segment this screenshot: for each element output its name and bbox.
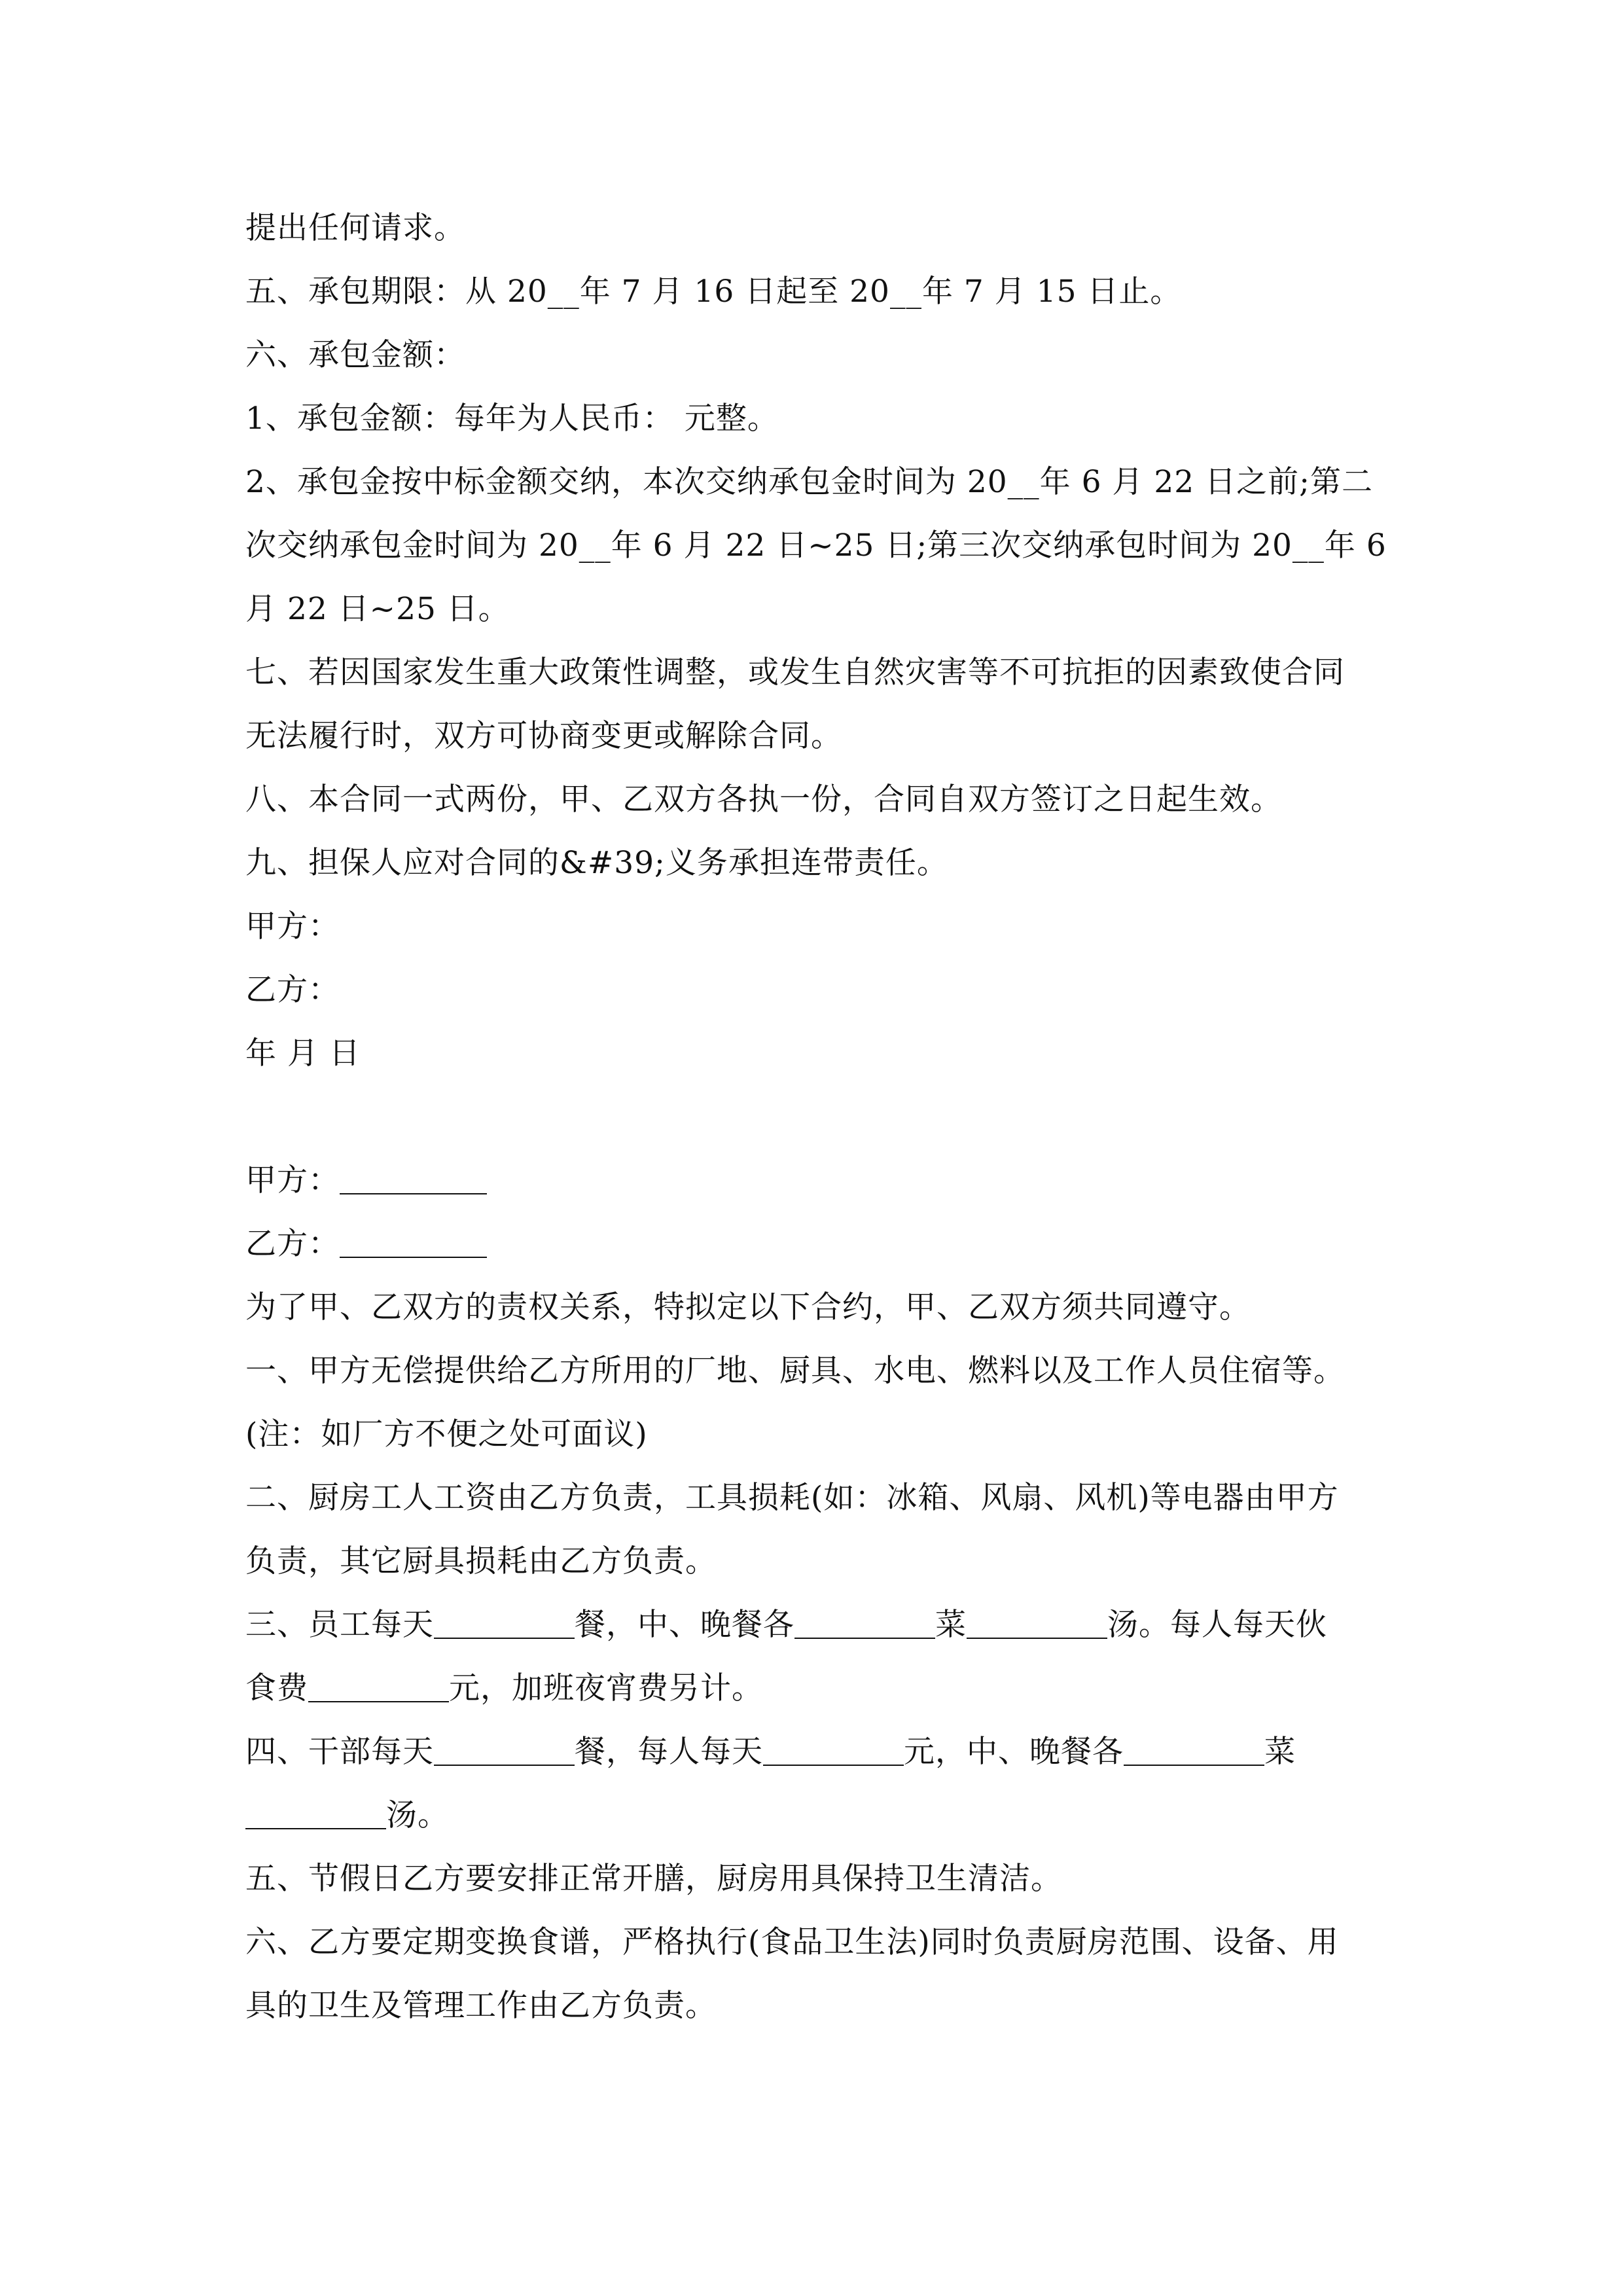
staff-meals-line (245, 1593, 1397, 1657)
party-b-signature-label: 乙方： (245, 972, 340, 1008)
text-line: 2、承包金按中标金额交纳，本次交纳承包金时间为 20__年 6 月 22 日之前;第二 (245, 464, 1373, 500)
cadre-soup-line (245, 1784, 1397, 1847)
document-body (245, 196, 1397, 2037)
contract-term-line: 五、承包期限：从 20__年 7 月 16 日起至 20__年 7 月 15 日止。 (245, 274, 1182, 310)
text-line: 1、承包金额：每年为人民币： 元整。 (245, 401, 779, 437)
fill-blank[interactable] (245, 1797, 386, 1829)
party-a-blank[interactable] (340, 1162, 487, 1194)
text-segment: 食费 (245, 1670, 308, 1706)
text-line: 无法履行时，双方可协商变更或解除合同。 (245, 718, 842, 754)
text-line: 次交纳承包金时间为 20__年 6 月 22 日~25 日;第三次交纳承包时间为 20__年 6 (245, 528, 1387, 564)
fill-blank[interactable] (967, 1607, 1107, 1639)
text-segment: 汤。 (386, 1797, 449, 1833)
staff-fee-line (245, 1657, 1397, 1720)
party-b-blank[interactable] (340, 1226, 487, 1258)
text-line: 八、本合同一式两份，甲、乙双方各执一份，合同自双方签订之日起生效。 (245, 781, 1282, 817)
text-line: 月 22 日~25 日。 (245, 591, 510, 627)
text-segment: 餐，每人每天 (575, 1734, 763, 1770)
fill-blank[interactable] (308, 1670, 449, 1702)
text-line: 为了甲、乙双方的责权关系，特拟定以下合约，甲、乙双方须共同遵守。 (245, 1289, 1251, 1325)
text-line: 六、乙方要定期变换食谱，严格执行(食品卫生法)同时负责厨房范围、设备、用 (245, 1924, 1339, 1960)
text-line: 具的卫生及管理工作由乙方负责。 (245, 1988, 717, 2024)
text-line: 九、担保人应对合同的&#39;义务承担连带责任。 (245, 845, 948, 881)
date-line: 年 月 日 (245, 1035, 361, 1071)
text-line: 二、厨房工人工资由乙方负责，工具损耗(如：冰箱、风扇、风机)等电器由甲方 (245, 1480, 1339, 1516)
text-line: 一、甲方无偿提供给乙方所用的厂地、厨具、水电、燃料以及工作人员住宿等。 (245, 1353, 1345, 1389)
party-a-signature-label: 甲方： (245, 908, 340, 944)
fill-blank[interactable] (763, 1734, 904, 1766)
text-segment: 餐，中、晚餐各 (575, 1607, 794, 1643)
text-line: 负责，其它厨具损耗由乙方负责。 (245, 1543, 717, 1579)
text-segment: 菜 (1264, 1734, 1296, 1770)
party-a-label: 甲方： (245, 1162, 340, 1198)
text-segment: 三、员工每天 (245, 1607, 434, 1643)
party-b-label: 乙方： (245, 1226, 340, 1262)
text-segment: 菜 (935, 1607, 967, 1643)
text-segment: 四、干部每天 (245, 1734, 434, 1770)
text-segment: 元，加班夜宵费另计。 (449, 1670, 763, 1706)
text-line: (注：如厂方不便之处可面议) (245, 1416, 648, 1452)
text-line: 五、节假日乙方要安排正常开膳，厨房用具保持卫生清洁。 (245, 1861, 1062, 1897)
fill-blank[interactable] (1124, 1734, 1264, 1766)
text-segment: 元，中、晚餐各 (904, 1734, 1124, 1770)
party-a-line (245, 1149, 1397, 1212)
text-line: 提出任何请求。 (245, 210, 465, 246)
text-line: 七、若因国家发生重大政策性调整，或发生自然灾害等不可抗拒的因素致使合同 (245, 655, 1345, 691)
cadre-meals-line (245, 1720, 1397, 1784)
section-spacer (245, 1085, 1397, 1149)
fill-blank[interactable] (434, 1607, 575, 1639)
fill-blank[interactable] (434, 1734, 575, 1766)
fill-blank[interactable] (794, 1607, 935, 1639)
party-b-line (245, 1212, 1397, 1276)
section-heading: 六、承包金额： (245, 337, 465, 373)
text-segment: 汤。每人每天伙 (1107, 1607, 1327, 1643)
